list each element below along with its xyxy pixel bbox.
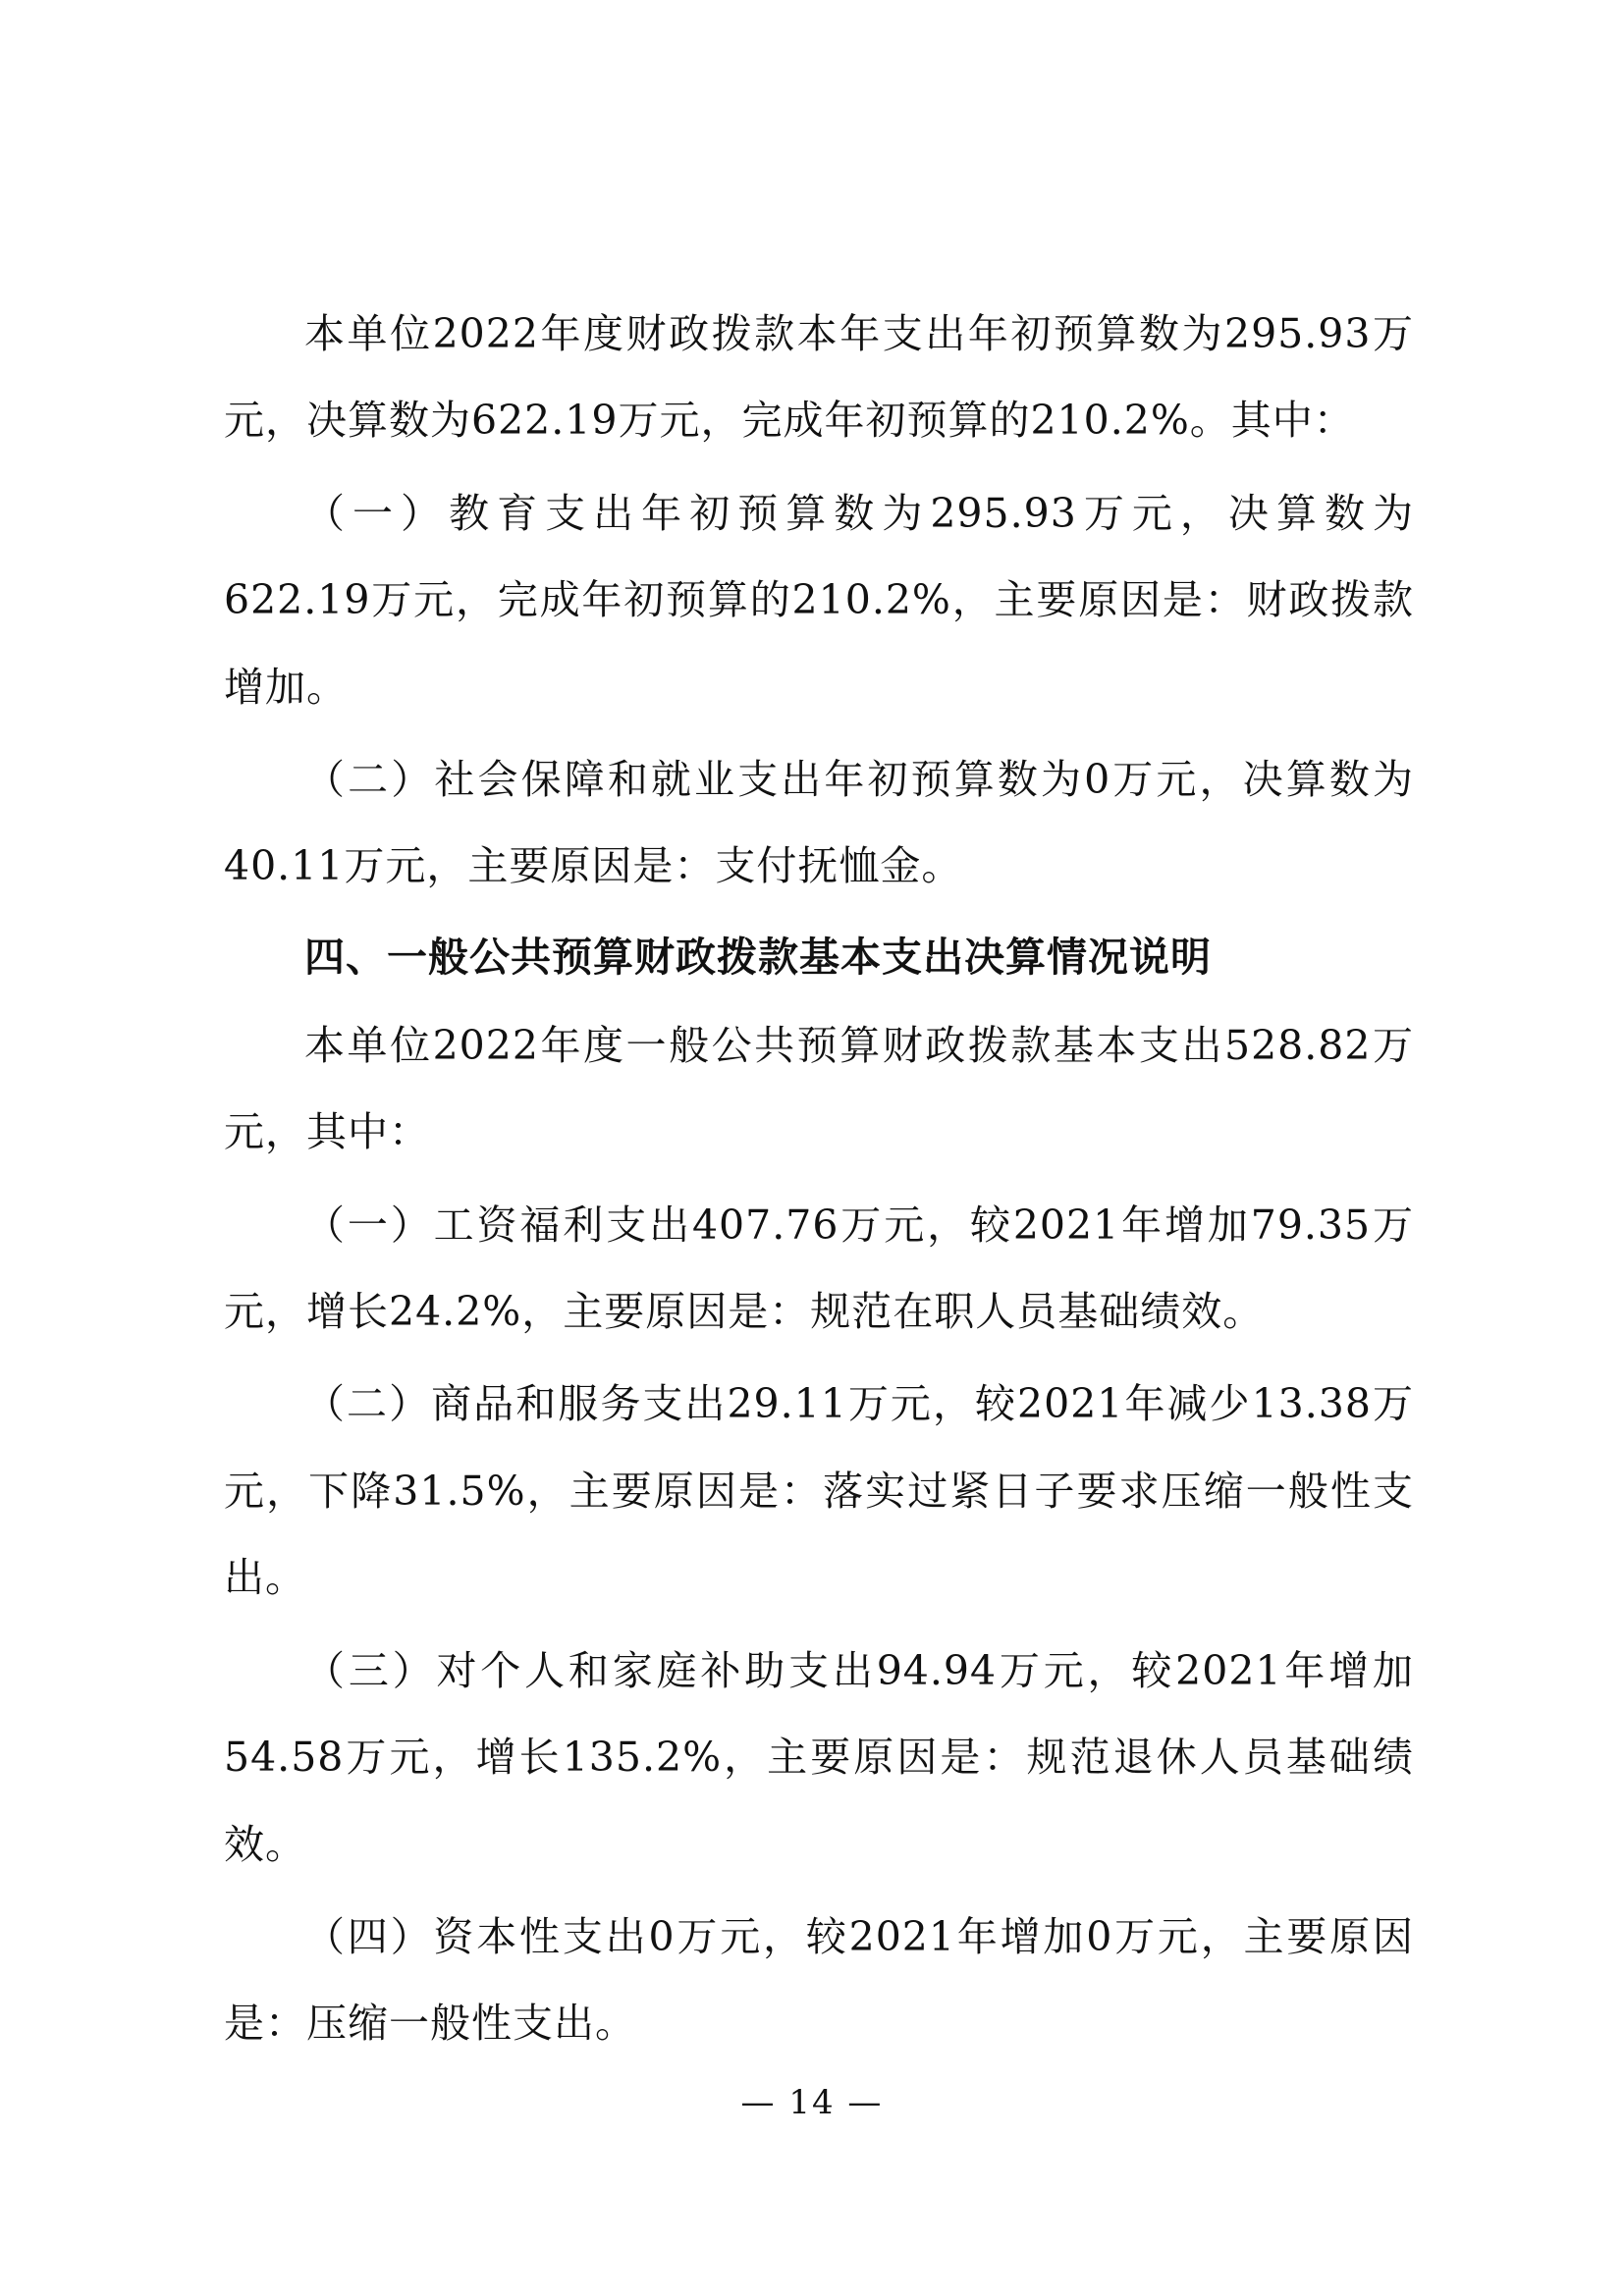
paragraph-salary-welfare: （一）工资福利支出407.76万元，较2021年增加79.35万元，增长24.2%，主要原因是：规范在职人员基础绩效。 [224, 1201, 1414, 1336]
paragraph-education-expense: （一）教育支出年初预算数为295.93万元，决算数为622.19万元，完成年初预算的210.2%，主要原因是：财政拨款增加。 [224, 489, 1414, 711]
paragraph-budget-summary: 本单位2022年度财政拨款本年支出年初预算数为295.93万元，决算数为622.19万元，完成年初预算的210.2%。其中： [224, 310, 1414, 445]
document-body [224, 291, 1414, 2073]
paragraph-capital-expense: （四）资本性支出0万元，较2021年增加0万元，主要原因是：压缩一般性支出。 [224, 1912, 1414, 2048]
paragraph-social-security-expense: （二）社会保障和就业支出年初预算数为0万元，决算数为40.11万元，主要原因是：支付抚恤金。 [224, 756, 1414, 890]
section-heading: 四、一般公共预算财政拨款基本支出决算情况说明 [304, 933, 1212, 981]
paragraph-household-subsidy: （三）对个人和家庭补助支出94.94万元，较2021年增加54.58万元，增长135.2%，主要原因是：规范退休人员基础绩效。 [224, 1646, 1414, 1868]
paragraph-goods-services: （二）商品和服务支出29.11万元，较2021年减少13.38万元，下降31.5%，主要原因是：落实过紧日子要求压缩一般性支出。 [224, 1380, 1414, 1602]
page-number: — 14 — [740, 2083, 884, 2122]
paragraph-basic-expense-summary: 本单位2022年度一般公共预算财政拨款基本支出528.82万元，其中： [224, 1021, 1414, 1156]
